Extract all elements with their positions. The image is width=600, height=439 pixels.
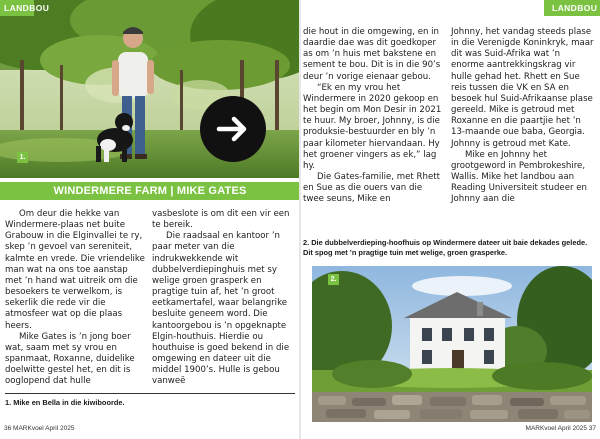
photo-number-2: 2. <box>328 274 339 285</box>
photo-windermere-house <box>312 266 592 422</box>
text-column-4 <box>451 27 594 206</box>
paragraph: Mike Gates is ’n jong boer wat, saam met sy vrou en spanmaat, Roxanne, duidelike doelwitte gestel het, en dit is ooglopend dat hulle <box>5 331 135 387</box>
text-column-3 <box>303 27 445 206</box>
text-column-2 <box>152 209 294 388</box>
paragraph: Johnny, het vandag steeds plase in die Verenigde Koninkryk, maar dit was Suid-Afrika wat ’n enorme aantrekkingskrag vir hulle gehad het. Rhett en Sue reis tussen die VK en SA en besoek hul Suid-Afrikaanse plase gereeld. Mike is getroud met Roxanne en die paartjie het ’n 13-maande oue baba, Georgia. Johnny is getroud met Kate. <box>451 27 594 149</box>
paragraph: Die raadsaal en kantoor ’n paar meter van die indrukwekkende wit dubbelverdiepinghuis met sy welige groen grasperk en pragtige tuin af, het ’n groot eetkamertafel, waar belangrike besluite geneem word. Die kantoorgebou is ’n opgeknapte Elgin-houthuis. Hierdie ou houthuise is goed bekend in die omgewing en dateer uit die middel 1900’s. Hulle is gebou vanweë <box>152 231 290 387</box>
paragraph: die hout in die omgewing, en in daardie dae was dit goedkoper as om ’n huis met bakstene en sement te bou. Dit is in die 90’s deur ’n vorige eienaar gebou. <box>303 27 441 82</box>
folio-right: MARKvoel April 2025 37 <box>525 425 596 432</box>
section-tab-left: LANDBOU <box>0 0 34 16</box>
caption-2: 2. Die dubbelverdieping-hoofhuis op Windermere dateer uit baie dekades gelede. Dit spog met ’n pragtige tuin met welige, groen grasperke. <box>303 238 588 257</box>
paragraph: vasbeslote is om dit een vir een te bereik. <box>152 209 290 231</box>
caption-rule <box>5 393 295 394</box>
paragraph: Mike en Johnny het grootgeword in Pembrokeshire, Wallis. Mike het landbou aan Reading Universiteit studeer en Johnny aan die <box>451 149 587 205</box>
caption-1: 1. Mike en Bella in die kiwiboorde. <box>5 398 125 407</box>
next-arrow-button[interactable] <box>200 96 266 162</box>
paragraph: “Ek en my vrou het Windermere in 2020 gekoop en het begin om Mon Desir in 2021 te huur. My broer, Johnny, is die produksie-bestuurder en bly ’n paar kilometer hiervandaan. Hy het groener vingers as ek,” lag hy. <box>303 82 442 171</box>
page-gutter <box>299 0 301 439</box>
section-tab-right: LANDBOU <box>544 0 600 16</box>
article-banner: WINDERMERE FARM | MIKE GATES <box>0 182 300 200</box>
arrow-right-icon <box>213 109 253 149</box>
folio-left: 36 MARKvoel April 2025 <box>4 425 75 432</box>
paragraph: Om deur die hekke van Windermere-plaas net buite Grabouw in die Elginvallei te ry, skep ’n gevoel van sereniteit, kalmte en vrede. Die vriendelike man wat na ons toe aanstap met ’n hand wat uitreik om die besoekers te verwelkom, is sekerlik die rede vir die atmosfeer wat op die plaas heers. <box>5 209 145 331</box>
house-photo <box>312 266 592 422</box>
photo-number-1: 1. <box>17 152 28 163</box>
text-column-1 <box>5 209 145 388</box>
paragraph: Die Gates-familie, met Rhett en Sue as die ouers van die twee seuns, Mike en <box>303 172 440 205</box>
